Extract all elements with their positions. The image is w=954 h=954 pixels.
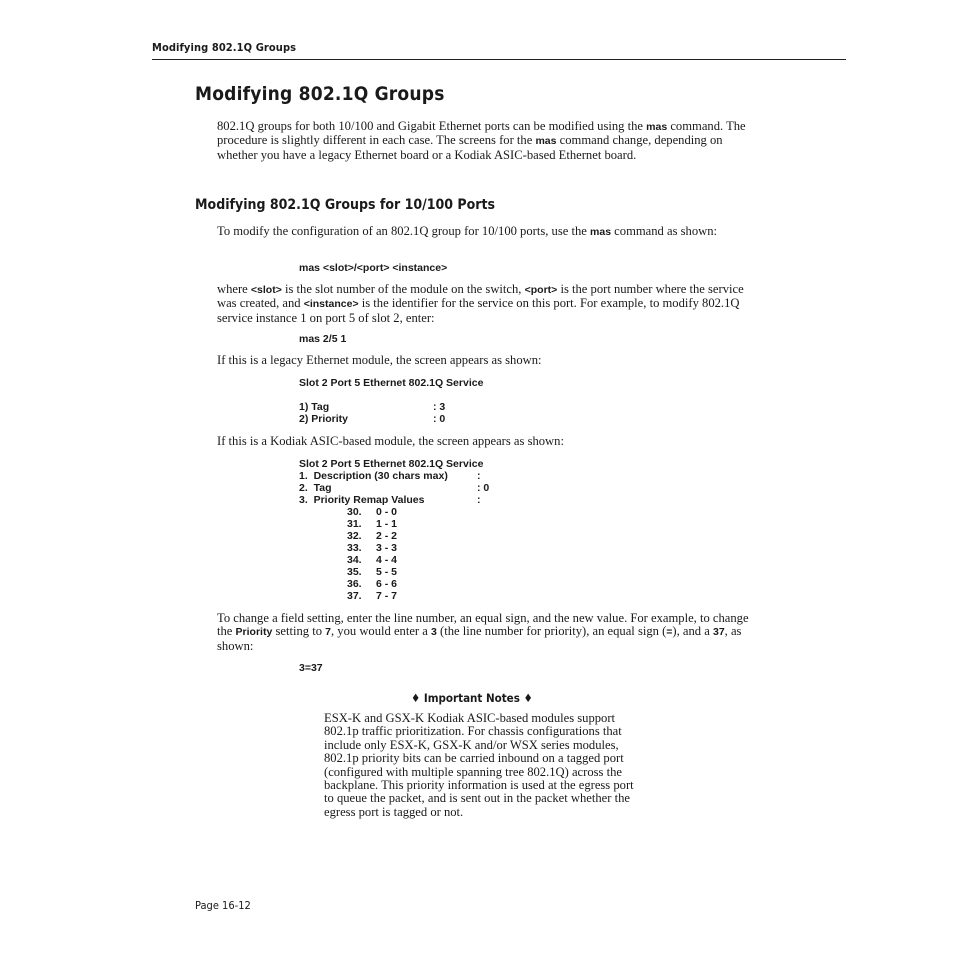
change-text-5: ), and a (672, 624, 713, 639)
intro-text-3: command change, depending on whether you have a legacy Ethernet board or a Kodiak ASIC-based Ethernet board. (217, 133, 723, 162)
kodiak-screen-title: Slot 2 Port 5 Ethernet 802.1Q Service (299, 458, 484, 470)
remap-value: 1 - 1 (376, 518, 398, 530)
remap-number: 30. (347, 506, 362, 518)
remap-value: 6 - 6 (376, 578, 398, 590)
important-notes-body: ESX-K and GSX-K Kodiak ASIC-based modules support 802.1p traffic prioritization. For chassis configurations that include only ESX-K, GSX-K and/or WSX series modules, 802.1p priority bits can be carried inbound on a tagged port (configured with multiple spanning tree 802.1Q) across the backplane. This priority information is used at the egress port to queue the packet, and is sent out in the packet whether the egress port is tagged or not. (324, 711, 634, 819)
remap-number: 34. (347, 554, 362, 566)
param-text-4: is the identifier for the service on this port. For example, to modify 802.1Q service instance 1 on port 5 of slot 2, enter: (217, 296, 740, 325)
change-text-2: setting to (272, 624, 326, 639)
kodiak-row-label: 2. Tag (299, 482, 332, 494)
intro-cmd-1: mas (646, 121, 668, 133)
remap-number: 32. (347, 530, 362, 542)
param-text-1: where (217, 282, 251, 296)
kodiak-row-value: : (477, 494, 481, 506)
legacy-row-value: : 0 (433, 413, 446, 425)
remap-value: 5 - 5 (376, 566, 398, 578)
command-syntax: mas <slot>/<port> <instance> (299, 262, 448, 274)
intro-paragraph (217, 120, 762, 162)
remap-number: 33. (347, 542, 362, 554)
legacy-row-label: 2) Priority (299, 413, 349, 425)
kodiak-row-value: : 0 (477, 482, 490, 494)
remap-number: 31. (347, 518, 362, 530)
param-text-2: is the slot number of the module on the switch, (281, 282, 525, 296)
change-code-7: 7 (325, 626, 331, 639)
change-text-6: , as shown: (217, 624, 742, 653)
param-instance: <instance> (303, 298, 359, 311)
legacy-row-label: 1) Tag (299, 401, 330, 413)
usage-cmd: mas (590, 226, 612, 238)
running-header: Modifying 802.1Q Groups (152, 41, 297, 54)
change-code-priority: Priority (235, 626, 273, 639)
command-example-2: 3=37 (299, 662, 323, 674)
remap-value: 0 - 0 (376, 506, 398, 518)
header-rule (152, 59, 846, 60)
change-text-3: , you would enter a (330, 624, 432, 639)
section-title: Modifying 802.1Q Groups (195, 83, 445, 105)
intro-text-1: 802.1Q groups for both 10/100 and Gigabit Ethernet ports can be modified using the (217, 119, 647, 133)
kodiak-row-label: 1. Description (30 chars max) (299, 470, 448, 482)
usage-paragraph (217, 225, 762, 239)
subsection-title: Modifying 802.1Q Groups for 10/100 Ports (195, 197, 496, 213)
important-notes-heading: ♦ Important Notes ♦ (411, 691, 533, 705)
remap-value: 3 - 3 (376, 542, 398, 554)
change-code-3: 3 (431, 626, 437, 639)
change-text-1: To change a field setting, enter the line number, an equal sign, and the new value. For example, to change the (217, 611, 749, 639)
page-number: Page 16-12 (195, 899, 251, 912)
param-port: <port> (524, 284, 558, 296)
intro-text-2: command. The procedure is slightly different in each case. The screens for the (217, 119, 746, 148)
kodiak-row-value: : (477, 470, 481, 482)
parameters-paragraph (217, 283, 762, 325)
legacy-screen (299, 377, 499, 427)
usage-text-1: To modify the configuration of an 802.1Q group for 10/100 ports, use the (217, 224, 591, 238)
kodiak-intro: If this is a Kodiak ASIC-based module, the screen appears as shown: (217, 434, 564, 448)
remap-number: 36. (347, 578, 362, 590)
change-text-4: (the line number for priority), an equal sign ( (436, 624, 667, 639)
remap-number: 35. (347, 566, 362, 578)
remap-value: 4 - 4 (376, 554, 398, 566)
usage-text-2: command as shown: (611, 224, 718, 238)
remap-number: 37. (347, 590, 362, 602)
legacy-row-value: : 3 (433, 401, 446, 413)
legacy-intro: If this is a legacy Ethernet module, the screen appears as shown: (217, 353, 542, 367)
kodiak-screen (299, 458, 499, 603)
legacy-screen-title: Slot 2 Port 5 Ethernet 802.1Q Service (299, 377, 484, 389)
remap-value: 2 - 2 (376, 530, 398, 542)
param-text-3: is the port number where the service was created, and (217, 282, 744, 311)
intro-cmd-2: mas (535, 135, 557, 148)
change-code-equals: = (666, 626, 673, 639)
change-code-37: 37 (712, 626, 725, 639)
change-setting-paragraph (217, 612, 762, 653)
kodiak-row-label: 3. Priority Remap Values (299, 494, 425, 506)
remap-value: 7 - 7 (376, 590, 398, 602)
param-slot: <slot> (250, 284, 282, 296)
command-example: mas 2/5 1 (299, 333, 347, 345)
